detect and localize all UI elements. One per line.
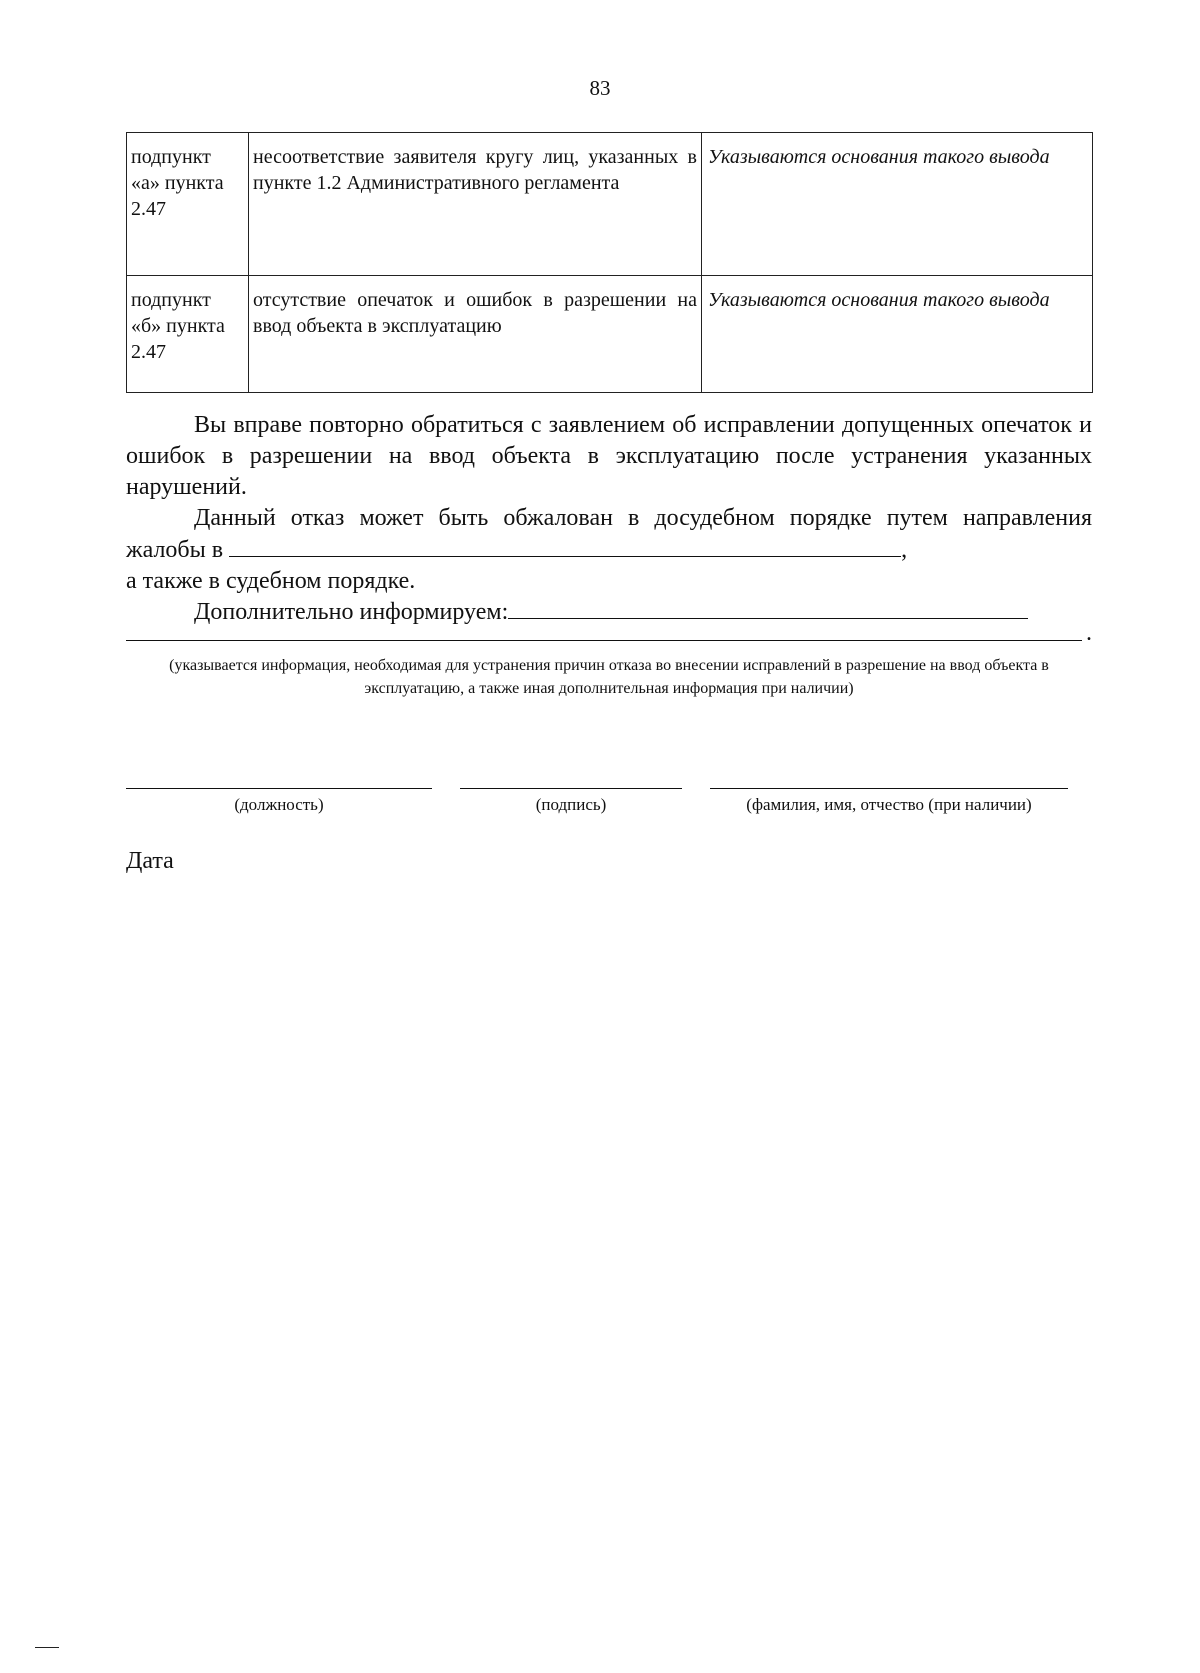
page-edge-mark (35, 1647, 59, 1648)
additional-info-hint: (указывается информация, необходимая для устранения причин отказа во внесении исправлений в разрешение на ввод объекта в эксплуатацию, а также иная дополнительная информация при наличии) (169, 657, 1049, 697)
table-row (127, 133, 1093, 276)
appeal-recipient-field[interactable] (229, 534, 901, 557)
table-row (127, 276, 1093, 393)
resubmission-text: Вы вправе повторно обратиться с заявлением об исправлении допущенных опечаток и ошибок в разрешении на ввод объекта в эксплуатацию после устранения указанных нарушений. (126, 412, 1092, 500)
page-number: 83 (589, 76, 611, 100)
explanation-cell: Указываются основания такого вывода (702, 276, 1093, 393)
position-line[interactable] (126, 788, 432, 789)
full-name-line[interactable] (710, 788, 1068, 789)
date-label: Дата (126, 848, 174, 874)
appeal-comma: , (901, 537, 908, 563)
signature-line[interactable] (460, 788, 682, 789)
additional-info-field[interactable] (508, 596, 1028, 619)
appeal-paragraph (126, 503, 1092, 597)
refusal-reasons-table (126, 132, 1093, 393)
resubmission-paragraph (126, 410, 1092, 503)
clause-cell: подпункт «а» пункта 2.47 (127, 133, 249, 276)
additional-info-paragraph (126, 596, 1092, 628)
additional-info-label: Дополнительно информируем: (194, 599, 509, 625)
explanation-cell: Указываются основания такого вывода (702, 133, 1093, 276)
reason-cell: несоответствие заявителя кругу лиц, указанных в пункте 1.2 Административного регламента (249, 133, 702, 276)
appeal-end-text: а также в судебном порядке. (126, 568, 416, 594)
reason-cell: отсутствие опечаток и ошибок в разрешении на ввод объекта в эксплуатацию (249, 276, 702, 393)
full-name-caption: (фамилия, имя, отчество (при наличии) (746, 795, 1032, 814)
position-caption: (должность) (234, 795, 324, 814)
additional-info-dot: . (1086, 620, 1092, 646)
signature-caption: (подпись) (535, 795, 607, 814)
additional-info-line[interactable] (126, 640, 1082, 641)
clause-cell: подпункт «б» пункта 2.47 (127, 276, 249, 393)
appeal-text: Данный отказ может быть обжалован в досудебном порядке путем направления жалобы в (126, 505, 1092, 563)
